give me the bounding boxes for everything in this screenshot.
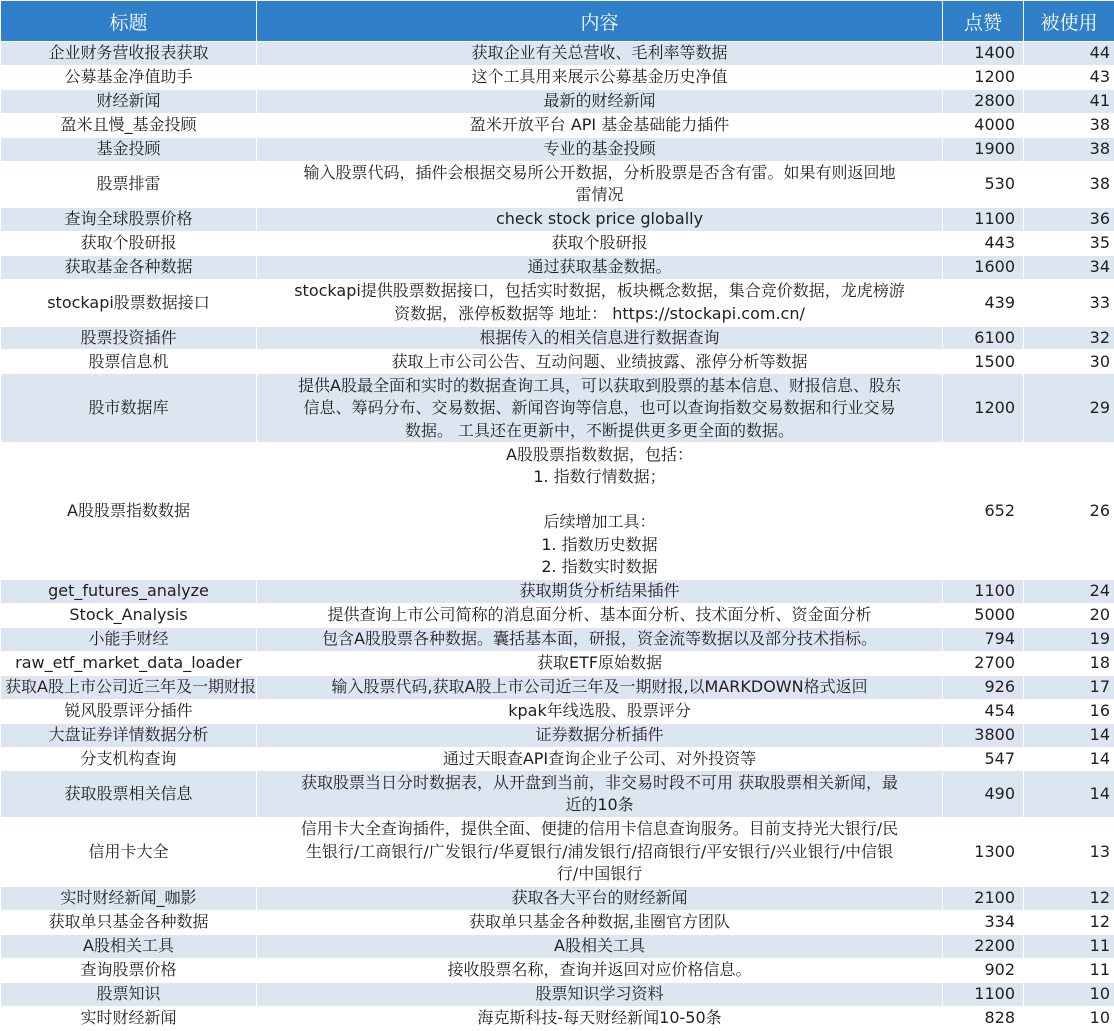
table-row (1, 256, 1114, 280)
cell-likes: 1300 (943, 817, 1024, 886)
cell-used: 29 (1024, 374, 1114, 443)
cell-title: 实时财经新闻_咖影 (1, 886, 257, 910)
cell-likes: 1500 (943, 350, 1024, 374)
cell-used: 33 (1024, 280, 1114, 326)
table-row (1, 982, 1114, 1006)
cell-content: stockapi提供股票数据接口，包括实时数据，板块概念数据，集合竞价数据，龙虎榜游 资数据，涨停板数据等 地址： https://stockapi.com.cn/ (257, 280, 943, 326)
cell-used: 41 (1024, 89, 1114, 113)
cell-used: 38 (1024, 161, 1114, 207)
cell-content: 获取各大平台的财经新闻 (257, 886, 943, 910)
cell-content: 包含A股股票各种数据。囊括基本面，研报，资金流等数据以及部分技术指标。 (257, 627, 943, 651)
cell-likes: 454 (943, 699, 1024, 723)
cell-title: 锐风股票评分插件 (1, 699, 257, 723)
header-content: 内容 (257, 1, 943, 42)
table-row (1, 723, 1114, 747)
cell-used: 16 (1024, 699, 1114, 723)
cell-used: 14 (1024, 723, 1114, 747)
table-row (1, 771, 1114, 817)
table-row (1, 232, 1114, 256)
cell-used: 12 (1024, 886, 1114, 910)
cell-content: 提供A股最全面和实时的数据查询工具，可以获取到股票的基本信息、财报信息、股东 信息、筹码分布、交易数据、新闻咨询等信息，也可以查询指数交易数据和行业交易 数据。 工具还在更新中，不断提供更多更全面的数据。 (257, 374, 943, 443)
cell-content: kpak年线选股、股票评分 (257, 699, 943, 723)
cell-title: Stock_Analysis (1, 603, 257, 627)
table-row (1, 326, 1114, 350)
table-row (1, 817, 1114, 886)
cell-title: 获取个股研报 (1, 232, 257, 256)
cell-used: 20 (1024, 603, 1114, 627)
cell-used: 24 (1024, 579, 1114, 603)
cell-used: 38 (1024, 137, 1114, 161)
cell-title: 大盘证券详情数据分析 (1, 723, 257, 747)
cell-likes: 1100 (943, 208, 1024, 232)
cell-content: 通过获取基金数据。 (257, 256, 943, 280)
cell-title: A股相关工具 (1, 934, 257, 958)
cell-title: 查询股票价格 (1, 958, 257, 982)
cell-title: 获取A股上市公司近三年及一期财报 (1, 675, 257, 699)
table-row (1, 910, 1114, 934)
cell-title: 股市数据库 (1, 374, 257, 443)
table-row (1, 747, 1114, 771)
cell-title: 小能手财经 (1, 627, 257, 651)
cell-title: 基金投顾 (1, 137, 257, 161)
cell-content: 提供查询上市公司简称的消息面分析、基本面分析、技术面分析、资金面分析 (257, 603, 943, 627)
cell-content: 证券数据分析插件 (257, 723, 943, 747)
cell-likes: 902 (943, 958, 1024, 982)
cell-used: 43 (1024, 65, 1114, 89)
table-row (1, 651, 1114, 675)
cell-title: 信用卡大全 (1, 817, 257, 886)
cell-title: 实时财经新闻 (1, 1006, 257, 1030)
cell-used: 11 (1024, 958, 1114, 982)
cell-likes: 926 (943, 675, 1024, 699)
table-row (1, 280, 1114, 326)
header-likes: 点赞 (943, 1, 1024, 42)
cell-title: 查询全球股票价格 (1, 208, 257, 232)
cell-likes: 1600 (943, 256, 1024, 280)
cell-used: 14 (1024, 771, 1114, 817)
header-row (1, 1, 1114, 42)
cell-used: 13 (1024, 817, 1114, 886)
cell-title: 盈米且慢_基金投顾 (1, 113, 257, 137)
cell-likes: 2800 (943, 89, 1024, 113)
cell-content: 获取ETF原始数据 (257, 651, 943, 675)
table-row (1, 374, 1114, 443)
cell-content: 海克斯科技-每天财经新闻10-50条 (257, 1006, 943, 1030)
cell-likes: 1100 (943, 579, 1024, 603)
table-row (1, 113, 1114, 137)
cell-content: A股股票指数数据，包括： 1. 指数行情数据； 后续增加工具： 1. 指数历史数据 2. 指数实时数据 (257, 443, 943, 579)
cell-used: 10 (1024, 982, 1114, 1006)
cell-title: raw_etf_market_data_loader (1, 651, 257, 675)
table-row (1, 675, 1114, 699)
cell-content: check stock price globally (257, 208, 943, 232)
cell-title: 获取股票相关信息 (1, 771, 257, 817)
cell-likes: 1200 (943, 65, 1024, 89)
cell-likes: 530 (943, 161, 1024, 207)
cell-likes: 5000 (943, 603, 1024, 627)
cell-title: 股票知识 (1, 982, 257, 1006)
cell-used: 18 (1024, 651, 1114, 675)
table-row (1, 137, 1114, 161)
cell-title: 股票投资插件 (1, 326, 257, 350)
table-row (1, 89, 1114, 113)
cell-content: 获取企业有关总营收、毛利率等数据 (257, 42, 943, 66)
table-row (1, 958, 1114, 982)
cell-title: 股票排雷 (1, 161, 257, 207)
cell-content: 股票知识学习资料 (257, 982, 943, 1006)
cell-likes: 439 (943, 280, 1024, 326)
cell-likes: 652 (943, 443, 1024, 579)
table-row (1, 161, 1114, 207)
cell-used: 32 (1024, 326, 1114, 350)
cell-likes: 828 (943, 1006, 1024, 1030)
cell-content: 信用卡大全查询插件，提供全面、便捷的信用卡信息查询服务。目前支持光大银行/民 生银行/工商银行/广发银行/华夏银行/浦发银行/招商银行/平安银行/兴业银行/中信银 行/中国银行 (257, 817, 943, 886)
cell-likes: 1200 (943, 374, 1024, 443)
cell-content: 获取股票当日分时数据表，从开盘到当前，非交易时段不可用 获取股票相关新闻，最 近的10条 (257, 771, 943, 817)
cell-used: 38 (1024, 113, 1114, 137)
cell-content: A股相关工具 (257, 934, 943, 958)
table-row (1, 443, 1114, 579)
cell-title: stockapi股票数据接口 (1, 280, 257, 326)
table-row (1, 42, 1114, 66)
cell-likes: 2200 (943, 934, 1024, 958)
header-title: 标题 (1, 1, 257, 42)
cell-likes: 443 (943, 232, 1024, 256)
cell-title: 获取基金各种数据 (1, 256, 257, 280)
table-row (1, 627, 1114, 651)
cell-likes: 2700 (943, 651, 1024, 675)
cell-content: 获取上市公司公告、互动问题、业绩披露、涨停分析等数据 (257, 350, 943, 374)
cell-likes: 1100 (943, 982, 1024, 1006)
cell-likes: 3800 (943, 723, 1024, 747)
table-row (1, 208, 1114, 232)
cell-likes: 334 (943, 910, 1024, 934)
cell-content: 这个工具用来展示公募基金历史净值 (257, 65, 943, 89)
cell-content: 接收股票名称，查询并返回对应价格信息。 (257, 958, 943, 982)
table-row (1, 699, 1114, 723)
cell-likes: 2100 (943, 886, 1024, 910)
cell-used: 36 (1024, 208, 1114, 232)
cell-content: 最新的财经新闻 (257, 89, 943, 113)
cell-content: 根据传入的相关信息进行数据查询 (257, 326, 943, 350)
cell-used: 11 (1024, 934, 1114, 958)
cell-title: get_futures_analyze (1, 579, 257, 603)
cell-content: 获取期货分析结果插件 (257, 579, 943, 603)
table-row (1, 603, 1114, 627)
cell-used: 26 (1024, 443, 1114, 579)
cell-title: 获取单只基金各种数据 (1, 910, 257, 934)
cell-content: 输入股票代码，插件会根据交易所公开数据，分析股票是否含有雷。如果有则返回地 雷情况 (257, 161, 943, 207)
cell-title: 股票信息机 (1, 350, 257, 374)
cell-title: A股股票指数数据 (1, 443, 257, 579)
table-row (1, 1006, 1114, 1030)
cell-likes: 1900 (943, 137, 1024, 161)
cell-title: 财经新闻 (1, 89, 257, 113)
cell-used: 10 (1024, 1006, 1114, 1030)
header-used: 被使用 (1024, 1, 1114, 42)
cell-used: 12 (1024, 910, 1114, 934)
cell-title: 公募基金净值助手 (1, 65, 257, 89)
cell-likes: 4000 (943, 113, 1024, 137)
table-row (1, 886, 1114, 910)
cell-likes: 490 (943, 771, 1024, 817)
table-row (1, 65, 1114, 89)
cell-content: 通过天眼查API查询企业子公司、对外投资等 (257, 747, 943, 771)
cell-likes: 6100 (943, 326, 1024, 350)
cell-title: 企业财务营收报表获取 (1, 42, 257, 66)
table-row (1, 579, 1114, 603)
cell-used: 14 (1024, 747, 1114, 771)
cell-used: 34 (1024, 256, 1114, 280)
table-row (1, 350, 1114, 374)
cell-content: 专业的基金投顾 (257, 137, 943, 161)
table-row (1, 934, 1114, 958)
cell-content: 盈米开放平台 API 基金基础能力插件 (257, 113, 943, 137)
cell-used: 35 (1024, 232, 1114, 256)
cell-used: 17 (1024, 675, 1114, 699)
cell-content: 获取单只基金各种数据,韭圈官方团队 (257, 910, 943, 934)
cell-content: 输入股票代码,获取A股上市公司近三年及一期财报,以MARKDOWN格式返回 (257, 675, 943, 699)
cell-used: 44 (1024, 42, 1114, 66)
cell-used: 19 (1024, 627, 1114, 651)
cell-likes: 547 (943, 747, 1024, 771)
cell-likes: 794 (943, 627, 1024, 651)
cell-title: 分支机构查询 (1, 747, 257, 771)
cell-likes: 1400 (943, 42, 1024, 66)
cell-content: 获取个股研报 (257, 232, 943, 256)
cell-used: 30 (1024, 350, 1114, 374)
